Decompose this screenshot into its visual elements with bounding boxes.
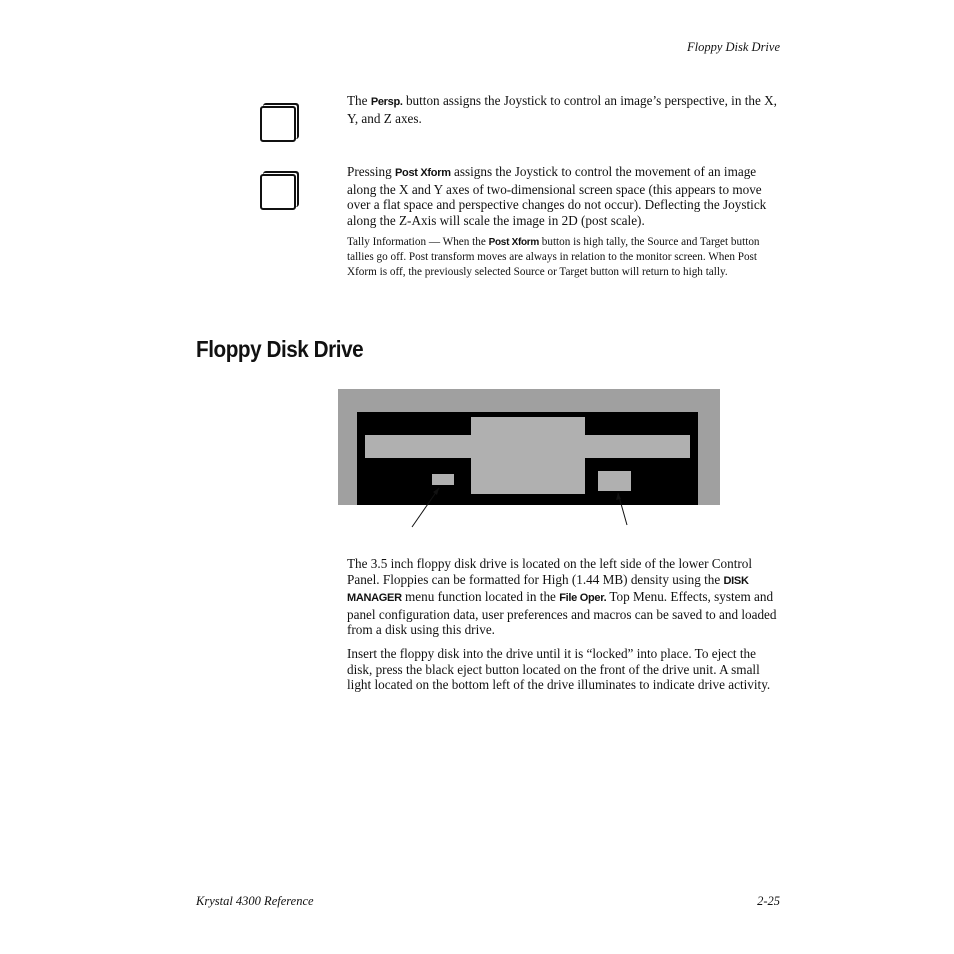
drive-text-1: The 3.5 inch floppy disk drive is located on the left side of the lower Control Panel. Floppies can be formatted for High (1.44 MB) density using the [347, 556, 753, 587]
floppy-drive-illustration [338, 389, 720, 529]
persp-paragraph [347, 93, 780, 126]
tally-info-paragraph [347, 235, 780, 279]
section-title: Floppy Disk Drive [196, 336, 364, 362]
disk-manager-keyword: DISK MANAGER [347, 574, 749, 605]
drive-description-paragraph [347, 556, 780, 638]
post-xform-paragraph [347, 164, 780, 228]
file-oper-keyword: File Oper. [559, 592, 607, 605]
tally-text-pre: Tally Information — When the [347, 236, 489, 248]
disk-door [471, 417, 585, 494]
persp-text-pre: The [347, 93, 371, 108]
footer-page-number: 2-25 [757, 894, 780, 908]
post-xform-button-icon [260, 174, 296, 210]
tally-keyword: Post Xform [488, 237, 539, 248]
tally-text-post: button is high tally, the Source and Target button tallies go off. Post transform moves are always in relation to the monitor screen. When Post Xform is off, the previously selected Source or Target button will return to high tally. [347, 236, 760, 278]
running-header: Floppy Disk Drive [686, 40, 780, 54]
drive-text-3: Top Menu. Effects, system and panel configuration data, user preferences and macros can be saved to and loaded from a disk using this drive. [347, 589, 777, 638]
drive-text-2: menu function located in the [401, 589, 560, 605]
persp-text-post: button assigns the Joystick to control an image’s perspective, in the X, Y, and Z axes. [347, 93, 777, 126]
drive-usage-paragraph: Insert the floppy disk into the drive until it is “locked” into place. To eject the disk, press the black eject button located on the front of the drive unit. A small light located on the bottom left of the drive illuminates to indicate drive activity. [347, 646, 771, 693]
persp-button-icon [260, 106, 296, 142]
footer-book-title: Krystal 4300 Reference [196, 894, 314, 908]
post-xform-text-post: assigns the Joystick to control the movement of an image along the X and Y axes of two-dimensional screen space (this appears to move over a flat space and perspective changes do not occur). Deflecting the Joystick along the Z-Axis will scale the image in 2D (post scale). [347, 164, 767, 228]
persp-keyword: Persp. [370, 96, 403, 108]
eject-button [598, 471, 631, 491]
post-xform-keyword: Post Xform [395, 167, 451, 179]
activity-light [432, 474, 454, 485]
post-xform-text-pre: Pressing [347, 164, 395, 179]
